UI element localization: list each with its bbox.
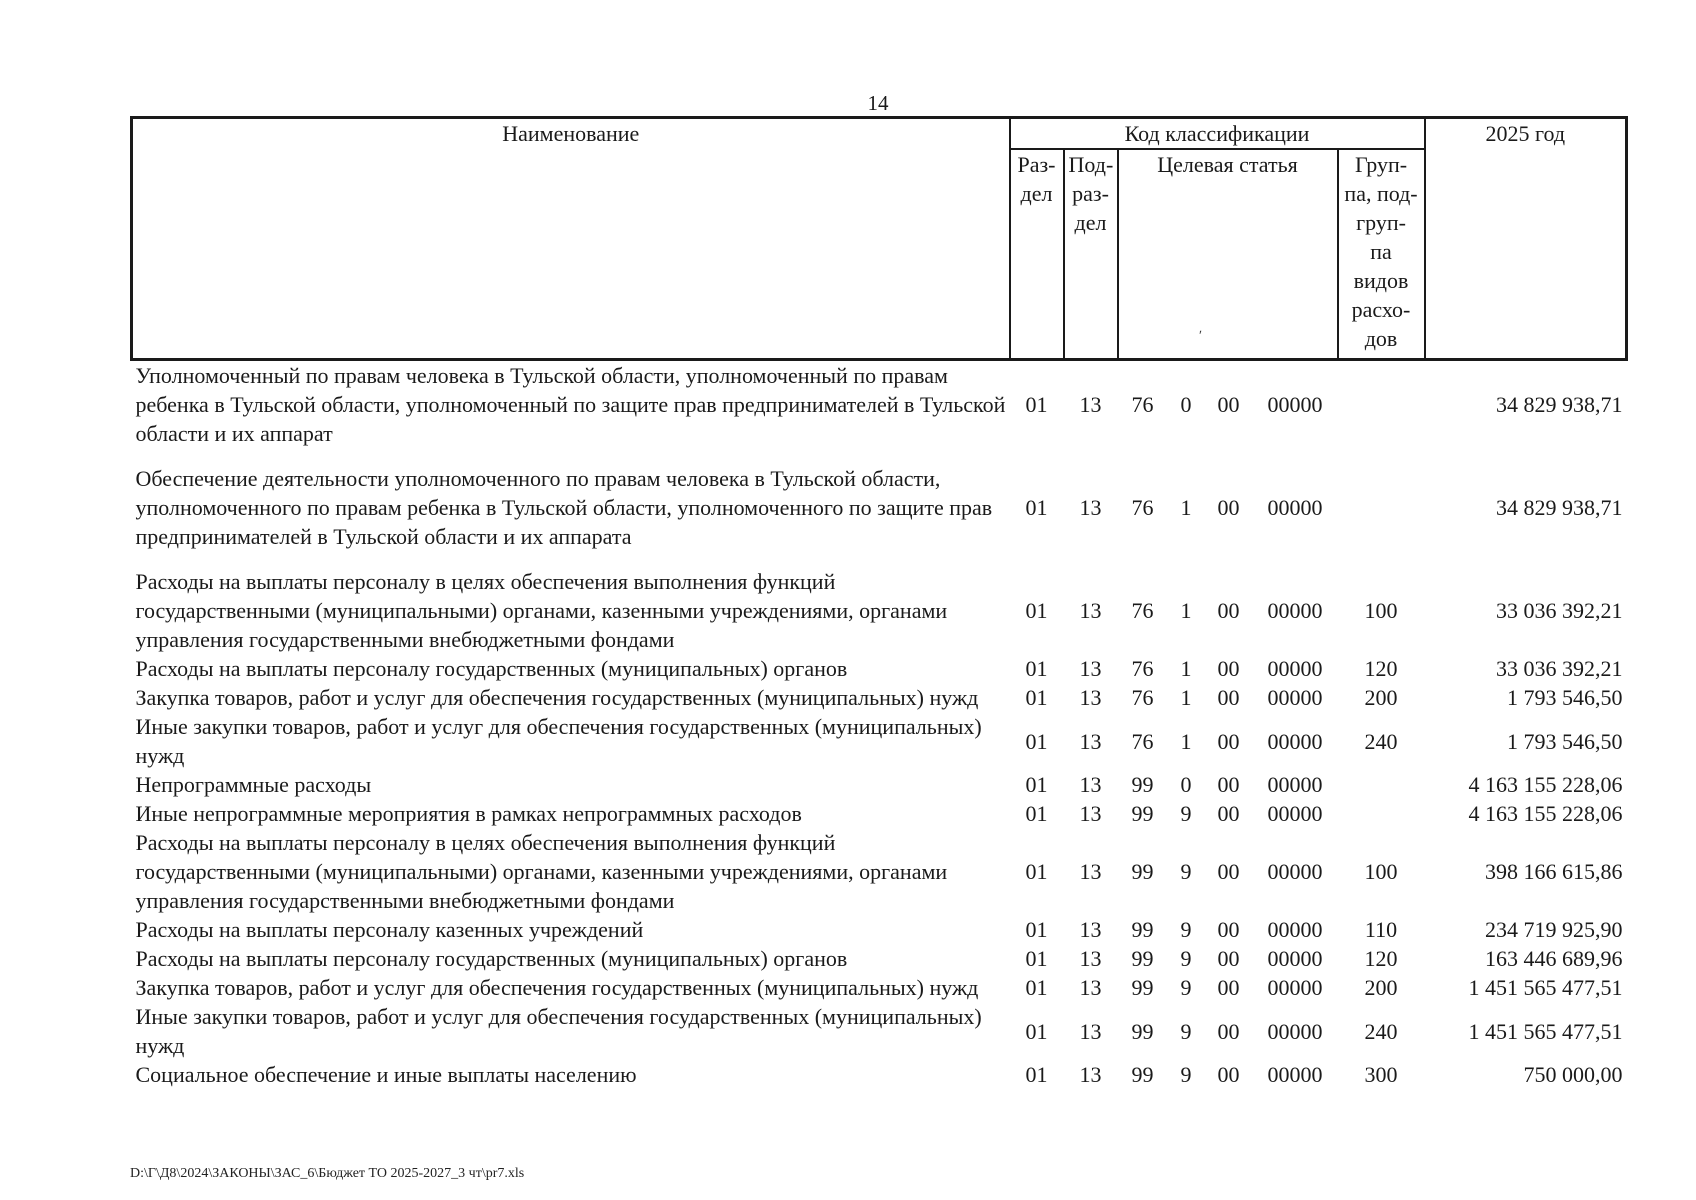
table-row: [132, 712, 1627, 770]
row-amount: 1 451 565 477,51: [1468, 1018, 1623, 1044]
row-target-article-subprogram: 9: [1180, 975, 1192, 1000]
row-amount: 33 036 392,21: [1496, 598, 1623, 623]
row-expense-group: [1338, 799, 1425, 828]
header-expense-group: Груп- па, под- груп- па видов расхо- дов: [1338, 149, 1425, 360]
table-body: [132, 360, 1627, 1090]
row-name: Расходы на выплаты персоналу в целях обеспечения выполнения функций государственными (муниципальными) органами, казенными учреждениями, органами управления государственными внебюджетными фондами: [135, 569, 948, 652]
row-amount: 33 036 392,21: [1496, 656, 1623, 681]
row-target-article-main-event: 00: [1217, 685, 1240, 710]
row-spacer-cell: [132, 551, 1627, 567]
row-expense-group: [1338, 464, 1425, 551]
row-target-article-program: 99: [1131, 859, 1154, 884]
row-podrazdel: 13: [1079, 392, 1102, 417]
table-row: [132, 973, 1627, 1002]
row-target-article-direction: 00000: [1267, 946, 1323, 971]
row-target-article-program: 99: [1131, 801, 1154, 826]
row-podrazdel: 13: [1079, 495, 1102, 520]
row-target-article-direction: 00000: [1267, 495, 1323, 520]
row-name: Иные закупки товаров, работ и услуг для обеспечения государственных (муниципальных) нужд: [135, 1004, 982, 1058]
table-row: [132, 683, 1627, 712]
row-target-article-main-event: 00: [1217, 656, 1240, 681]
row-amount: 34 829 938,71: [1496, 495, 1623, 520]
row-name: Закупка товаров, работ и услуг для обеспечения государственных (муниципальных) нужд: [135, 685, 979, 710]
row-target-article-program: 76: [1131, 598, 1154, 623]
table-row: [132, 944, 1627, 973]
row-amount: 4 163 155 228,06: [1468, 801, 1623, 826]
row-amount: 163 446 689,96: [1485, 946, 1623, 971]
row-podrazdel: 13: [1079, 1018, 1102, 1044]
scan-tick-mark: ʹ: [1199, 329, 1203, 344]
row-name: Расходы на выплаты персоналу государственных (муниципальных) органов: [135, 946, 848, 971]
row-podrazdel: 13: [1079, 975, 1102, 1000]
row-target-article-subprogram: 0: [1180, 392, 1192, 417]
row-razdel: 01: [1025, 392, 1048, 417]
row-expense-group: [1338, 770, 1425, 799]
row-target-article-program: 99: [1131, 946, 1154, 971]
row-razdel: 01: [1025, 917, 1048, 942]
row-target-article-direction: 00000: [1267, 772, 1323, 797]
row-razdel: 01: [1025, 1018, 1048, 1044]
table-row: [132, 464, 1627, 551]
budget-table: [130, 116, 1628, 1089]
row-target-article-program: 76: [1131, 728, 1154, 754]
row-target-article-direction: 00000: [1267, 801, 1323, 826]
row-target-article-subprogram: 9: [1180, 946, 1192, 971]
row-expense-group: 300: [1364, 1062, 1398, 1087]
row-target-article-direction: 00000: [1267, 975, 1323, 1000]
row-razdel: 01: [1025, 859, 1048, 884]
table-row: [132, 799, 1627, 828]
row-podrazdel: 13: [1079, 859, 1102, 884]
table-row: [132, 828, 1627, 915]
row-name: Расходы на выплаты персоналу в целях обеспечения выполнения функций государственными (муниципальными) органами, казенными учреждениями, органами управления государственными внебюджетными фондами: [135, 830, 948, 913]
row-podrazdel: 13: [1079, 728, 1102, 754]
row-target-article-subprogram: 1: [1180, 656, 1192, 681]
header-year: 2025 год: [1425, 118, 1627, 360]
row-razdel: 01: [1025, 656, 1048, 681]
header-subsection: Под- раз- дел: [1064, 149, 1118, 360]
row-amount: 234 719 925,90: [1485, 917, 1623, 942]
table-row: [132, 1060, 1627, 1089]
row-amount: 4 163 155 228,06: [1468, 772, 1623, 797]
row-podrazdel: 13: [1079, 801, 1102, 826]
row-podrazdel: 13: [1079, 685, 1102, 710]
table-row: [132, 1002, 1627, 1060]
row-expense-group: 200: [1364, 685, 1398, 710]
row-target-article-program: 99: [1131, 1062, 1154, 1087]
row-amount: 1 793 546,50: [1507, 685, 1623, 710]
row-name: Расходы на выплаты персоналу государственных (муниципальных) органов: [135, 656, 848, 681]
row-target-article-subprogram: 9: [1180, 1062, 1192, 1087]
row-podrazdel: 13: [1079, 656, 1102, 681]
table-row: [132, 567, 1627, 654]
row-expense-group: 120: [1364, 656, 1398, 681]
row-target-article-main-event: 00: [1217, 1018, 1240, 1044]
row-target-article-program: 99: [1131, 975, 1154, 1000]
row-target-article-subprogram: 1: [1180, 728, 1192, 754]
row-target-article-subprogram: 1: [1180, 598, 1192, 623]
row-target-article-main-event: 00: [1217, 728, 1240, 754]
row-target-article-direction: 00000: [1267, 917, 1323, 942]
row-target-article-main-event: 00: [1217, 859, 1240, 884]
table-row: [132, 654, 1627, 683]
row-podrazdel: 13: [1079, 598, 1102, 623]
row-podrazdel: 13: [1079, 917, 1102, 942]
row-expense-group: [1338, 360, 1425, 449]
row-name: Расходы на выплаты персоналу казенных учреждений: [135, 917, 644, 942]
row-target-article-main-event: 00: [1217, 392, 1240, 417]
row-razdel: 01: [1025, 1062, 1048, 1087]
row-name: Социальное обеспечение и иные выплаты населению: [135, 1062, 637, 1087]
row-target-article-subprogram: 9: [1180, 801, 1192, 826]
row-target-article-program: 76: [1131, 392, 1154, 417]
row-target-article-program: 99: [1131, 1018, 1154, 1044]
row-spacer: [132, 448, 1627, 464]
row-podrazdel: 13: [1079, 946, 1102, 971]
row-razdel: 01: [1025, 495, 1048, 520]
row-expense-group: 120: [1364, 946, 1398, 971]
row-target-article-program: 99: [1131, 917, 1154, 942]
row-name: Непрограммные расходы: [135, 772, 372, 797]
table-row: [132, 360, 1627, 449]
row-target-article-direction: 00000: [1267, 1062, 1323, 1087]
header-section: Раз- дел: [1010, 149, 1064, 360]
row-amount: 1 793 546,50: [1507, 728, 1623, 754]
row-target-article-program: 99: [1131, 772, 1154, 797]
row-expense-group: 100: [1364, 598, 1398, 623]
row-razdel: 01: [1025, 975, 1048, 1000]
row-amount: 750 000,00: [1523, 1062, 1623, 1087]
row-spacer-cell: [132, 448, 1627, 464]
row-razdel: 01: [1025, 801, 1048, 826]
row-target-article-main-event: 00: [1217, 946, 1240, 971]
row-razdel: 01: [1025, 772, 1048, 797]
row-target-article-direction: 00000: [1267, 728, 1323, 754]
header-classification-code: Код классификации: [1010, 118, 1425, 150]
row-expense-group: 110: [1364, 917, 1398, 942]
row-razdel: 01: [1025, 598, 1048, 623]
row-target-article-subprogram: 9: [1180, 859, 1192, 884]
row-target-article-program: 76: [1131, 656, 1154, 681]
row-razdel: 01: [1025, 685, 1048, 710]
header-target-article: Целевая статья: [1118, 149, 1338, 360]
row-target-article-program: 76: [1131, 685, 1154, 710]
row-target-article-main-event: 00: [1217, 495, 1240, 520]
row-razdel: 01: [1025, 728, 1048, 754]
header-name: Наименование: [132, 118, 1010, 360]
row-name: Обеспечение деятельности уполномоченного по правам человека в Тульской области, уполномоченного по правам ребенка в Тульской области, уполномоченного по защите прав предпринимателей в Тульской области и их аппарата: [135, 466, 993, 549]
row-podrazdel: 13: [1079, 1062, 1102, 1087]
row-target-article-subprogram: 0: [1180, 772, 1192, 797]
row-target-article-main-event: 00: [1217, 975, 1240, 1000]
row-name: Иные непрограммные мероприятия в рамках непрограммных расходов: [135, 801, 802, 826]
table-row: [132, 915, 1627, 944]
row-spacer: [132, 551, 1627, 567]
row-target-article-subprogram: 1: [1180, 495, 1192, 520]
footer-file-path: D:\Г\Д8\2024\ЗАКОНЫ\ЗАС_6\Бюджет ТО 2025-2027_3 чт\pr7.xls: [130, 1166, 525, 1181]
row-amount: 398 166 615,86: [1485, 859, 1623, 884]
row-target-article-direction: 00000: [1267, 392, 1323, 417]
row-target-article-main-event: 00: [1217, 917, 1240, 942]
row-target-article-main-event: 00: [1217, 1062, 1240, 1087]
row-name: Иные закупки товаров, работ и услуг для обеспечения государственных (муниципальных) нужд: [135, 714, 982, 768]
row-target-article-main-event: 00: [1217, 598, 1240, 623]
row-expense-group: 240: [1364, 1018, 1398, 1044]
row-target-article-direction: 00000: [1267, 685, 1323, 710]
row-target-article-subprogram: 9: [1180, 1018, 1192, 1044]
row-podrazdel: 13: [1079, 772, 1102, 797]
row-target-article-subprogram: 9: [1180, 917, 1192, 942]
row-expense-group: 100: [1364, 859, 1398, 884]
row-name: Уполномоченный по правам человека в Тульской области, уполномоченный по правам ребенка в Тульской области, уполномоченный по защите прав предпринимателей в Тульской области и их аппарат: [135, 363, 1006, 446]
row-target-article-main-event: 00: [1217, 801, 1240, 826]
row-target-article-direction: 00000: [1267, 859, 1323, 884]
page-number: 14: [867, 91, 889, 115]
row-amount: 34 829 938,71: [1496, 392, 1623, 417]
row-amount: 1 451 565 477,51: [1468, 975, 1623, 1000]
row-target-article-direction: 00000: [1267, 598, 1323, 623]
table-row: [132, 770, 1627, 799]
row-expense-group: 200: [1364, 975, 1398, 1000]
row-target-article-main-event: 00: [1217, 772, 1240, 797]
row-target-article-direction: 00000: [1267, 1018, 1323, 1044]
row-target-article-direction: 00000: [1267, 656, 1323, 681]
row-expense-group: 240: [1364, 728, 1398, 754]
row-name: Закупка товаров, работ и услуг для обеспечения государственных (муниципальных) нужд: [135, 975, 979, 1000]
row-target-article-program: 76: [1131, 495, 1154, 520]
row-target-article-subprogram: 1: [1180, 685, 1192, 710]
row-razdel: 01: [1025, 946, 1048, 971]
